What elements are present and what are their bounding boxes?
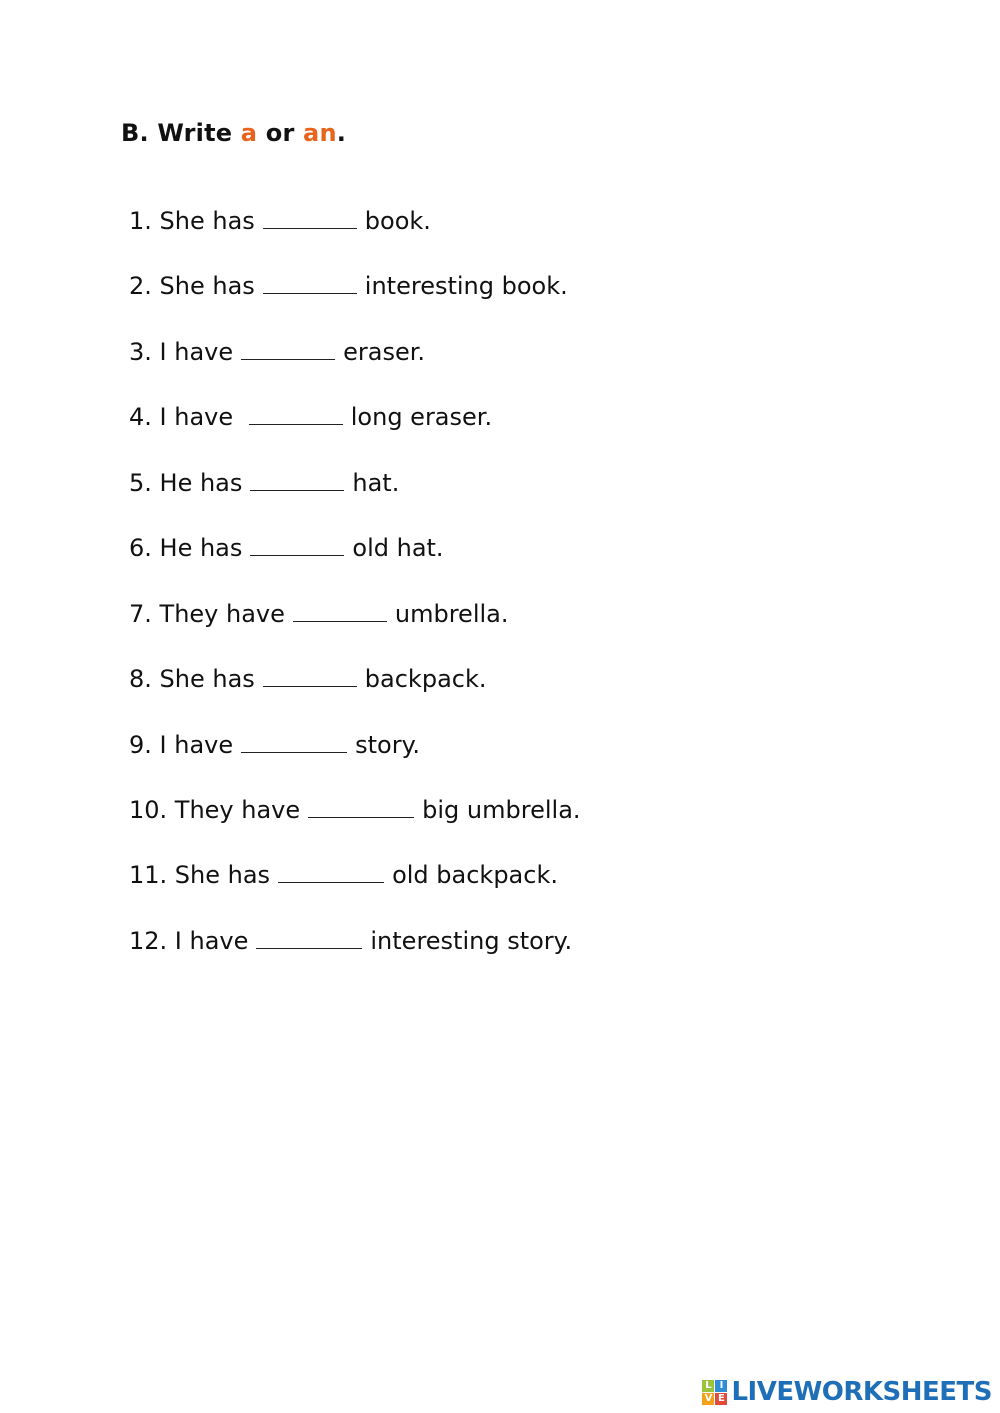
exercise-list (129, 203, 581, 988)
exercise-item-8 (129, 661, 581, 726)
heading-option-a: a (240, 119, 258, 147)
exercise-item-5 (129, 465, 581, 530)
exercise-text-after: eraser. (343, 337, 426, 366)
exercise-text-after: interesting book. (364, 272, 568, 301)
answer-blank-7[interactable] (293, 599, 387, 622)
exercise-item-10 (129, 792, 581, 857)
exercise-text-before: 8. She has (129, 665, 255, 694)
answer-blank-5[interactable] (250, 468, 344, 491)
exercise-text-before: 6. He has (129, 534, 243, 563)
logo-text: LIVEWORKSHEETS (731, 1377, 992, 1407)
exercise-text-before: 5. He has (129, 468, 243, 497)
exercise-text-after: big umbrella. (422, 795, 581, 824)
exercise-text-after: story. (355, 730, 420, 759)
answer-blank-10[interactable] (308, 795, 414, 818)
heading-middle: or (257, 119, 304, 147)
logo-mark-letter: L (702, 1380, 714, 1392)
answer-blank-2[interactable] (263, 271, 357, 294)
exercise-text-before: 12. I have (129, 926, 249, 955)
exercise-text-after: hat. (352, 468, 400, 497)
heading-suffix: . (336, 119, 347, 147)
answer-blank-6[interactable] (250, 533, 344, 556)
exercise-heading (121, 119, 346, 147)
exercise-text-before: 10. They have (129, 795, 301, 824)
exercise-item-1 (129, 203, 581, 268)
logo-mark-letter: I (715, 1380, 727, 1392)
answer-blank-12[interactable] (256, 926, 362, 949)
exercise-item-11 (129, 857, 581, 922)
logo-mark-letter: E (715, 1393, 727, 1405)
exercise-item-12 (129, 923, 581, 988)
answer-blank-8[interactable] (263, 664, 357, 687)
answer-blank-3[interactable] (241, 337, 335, 360)
answer-blank-1[interactable] (263, 206, 357, 229)
liveworksheets-logo-icon (702, 1380, 727, 1405)
exercise-item-4 (129, 399, 581, 464)
exercise-item-7 (129, 596, 581, 661)
exercise-text-before: 9. I have (129, 730, 234, 759)
exercise-item-9 (129, 727, 581, 792)
answer-blank-4[interactable] (249, 402, 343, 425)
exercise-text-after: interesting story. (370, 926, 573, 955)
exercise-text-before: 4. I have (129, 403, 241, 432)
exercise-text-after: book. (364, 207, 431, 235)
answer-blank-9[interactable] (241, 730, 347, 753)
heading-prefix: B. Write (121, 119, 241, 147)
exercise-item-6 (129, 530, 581, 595)
exercise-text-after: old hat. (352, 534, 444, 563)
exercise-text-before: 1. She has (129, 207, 255, 235)
exercise-text-before: 11. She has (129, 861, 271, 890)
exercise-text-before: 2. She has (129, 272, 255, 301)
exercise-text-after: umbrella. (394, 599, 509, 628)
exercise-item-3 (129, 334, 581, 399)
liveworksheets-logo (702, 1377, 992, 1407)
exercise-text-after: backpack. (364, 665, 487, 694)
logo-mark-letter: V (702, 1393, 714, 1405)
heading-option-b: an (303, 119, 337, 147)
exercise-text-after: long eraser. (350, 403, 493, 432)
answer-blank-11[interactable] (278, 860, 384, 883)
exercise-text-before: 3. I have (129, 337, 234, 366)
exercise-text-after: old backpack. (392, 861, 558, 890)
exercise-item-2 (129, 268, 581, 333)
exercise-text-before: 7. They have (129, 599, 285, 628)
